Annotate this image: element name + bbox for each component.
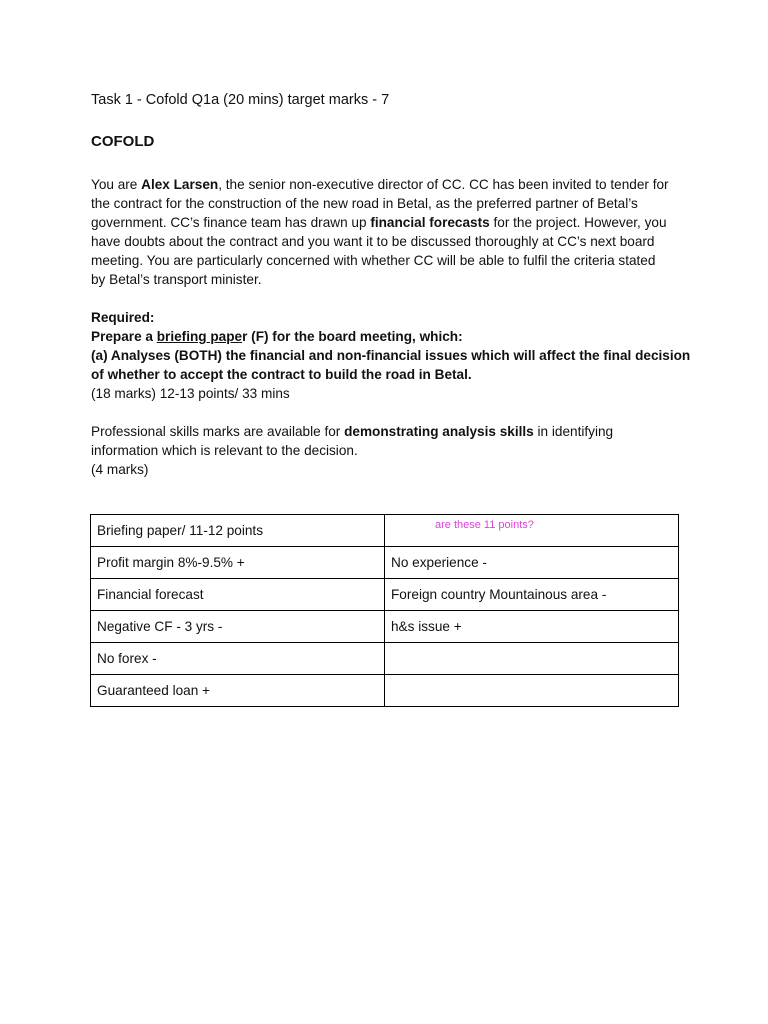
required-text: Prepare a	[91, 329, 157, 344]
intro-paragraph	[91, 175, 681, 289]
table-cell	[385, 675, 679, 707]
table-cell: Profit margin 8%-9.5% +	[91, 547, 385, 579]
director-name: Alex Larsen	[141, 177, 219, 192]
briefing-paper-term: briefing pape	[156, 329, 243, 344]
required-text: r (F) for the board meeting, which:	[242, 329, 463, 344]
intro-text: , the senior non-executive director of CC. CC has been invited to tender for	[218, 177, 669, 192]
task-heading: Task 1 - Cofold Q1a (20 mins) target marks - 7	[91, 92, 390, 108]
table-cell: No forex -	[91, 643, 385, 675]
intro-text: for the project. However, you	[489, 215, 667, 230]
intro-line-4: have doubts about the contract and you want it to be discussed thoroughly at CC’s next board	[91, 234, 655, 249]
required-label: Required:	[91, 310, 155, 325]
skills-section	[91, 422, 681, 479]
handwritten-annotation: are these 11 points?	[435, 519, 534, 531]
required-section	[91, 308, 691, 403]
intro-text: You are	[91, 177, 142, 192]
marks-note: (18 marks) 12-13 points/ 33 mins	[91, 386, 290, 401]
intro-text: government. CC’s finance team has drawn up	[91, 215, 371, 230]
skills-text: Professional skills marks are available for	[91, 424, 345, 439]
table-cell: Foreign country Mountainous area -	[385, 579, 679, 611]
table-row	[91, 515, 679, 547]
intro-line-6: by Betal’s transport minister.	[91, 272, 262, 287]
skills-text: in identifying	[533, 424, 614, 439]
table-cell: Guaranteed loan +	[91, 675, 385, 707]
table-row	[91, 611, 679, 643]
table-row	[91, 579, 679, 611]
table-cell	[385, 515, 679, 547]
required-line-4: of whether to accept the contract to build the road in Betal.	[91, 367, 472, 382]
table-cell	[385, 643, 679, 675]
table-cell: Financial forecast	[91, 579, 385, 611]
skills-marks: (4 marks)	[91, 462, 149, 477]
table-cell: Briefing paper/ 11-12 points	[91, 515, 385, 547]
financial-forecasts-term: financial forecasts	[370, 215, 490, 230]
required-line-3: (a) Analyses (BOTH) the financial and non-financial issues which will affect the final decision	[91, 348, 691, 363]
required-line-2	[91, 327, 681, 346]
analysis-skills-term: demonstrating analysis skills	[344, 424, 534, 439]
table-row	[91, 675, 679, 707]
skills-line-2: information which is relevant to the decision.	[91, 443, 358, 458]
skills-line-1	[91, 422, 681, 441]
table-cell: h&s issue +	[385, 611, 679, 643]
notes-table	[90, 514, 679, 707]
document-title: COFOLD	[91, 133, 155, 150]
intro-line-5: meeting. You are particularly concerned with whether CC will be able to fulfil the criteria stated	[91, 253, 656, 268]
intro-line-2: the contract for the construction of the new road in Betal, as the preferred partner of Betal’s	[91, 196, 638, 211]
table-row	[91, 547, 679, 579]
table-cell: Negative CF - 3 yrs -	[91, 611, 385, 643]
intro-line-3	[91, 213, 681, 232]
table-cell: No experience -	[385, 547, 679, 579]
intro-line-1	[91, 175, 681, 194]
table-row	[91, 643, 679, 675]
